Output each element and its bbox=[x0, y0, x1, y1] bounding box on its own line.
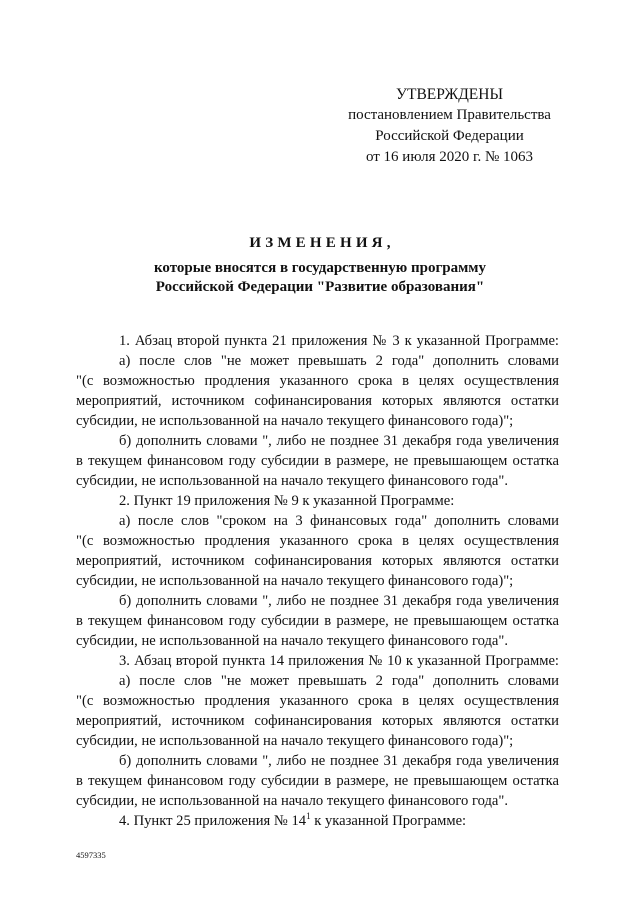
body-line: мероприятий, источником софинансирования которых являются остатки bbox=[76, 713, 559, 729]
body-line: "(с возможностью продления указанного срока в целях осуществления bbox=[76, 373, 559, 389]
approval-line-3: от 16 июля 2020 г. № 1063 bbox=[365, 149, 534, 165]
document-subtitle bbox=[0, 259, 640, 297]
body-line: а) после слов "не может превышать 2 года" дополнить словами bbox=[119, 673, 559, 689]
body-line: б) дополнить словами ", либо не позднее 31 декабря года увеличения bbox=[119, 433, 559, 449]
body-line-last bbox=[76, 811, 559, 831]
body-line: субсидии, не использованной на начало текущего финансового года)"; bbox=[76, 573, 514, 589]
approval-block bbox=[342, 84, 557, 168]
body-line: в текущем финансовом году субсидии в размере, не превышающем остатка bbox=[76, 613, 559, 629]
body-line: "(с возможностью продления указанного срока в целях осуществления bbox=[76, 533, 559, 549]
document-subtitle-line-1: которые вносятся в государственную программу bbox=[153, 260, 487, 276]
document-code: 4597335 bbox=[76, 850, 106, 860]
body-line: мероприятий, источником софинансирования которых являются остатки bbox=[76, 553, 559, 569]
body-line: субсидии, не использованной на начало текущего финансового года". bbox=[76, 793, 508, 809]
body-line: субсидии, не использованной на начало текущего финансового года)"; bbox=[76, 733, 514, 749]
approval-line-1: постановлением Правительства bbox=[348, 107, 551, 123]
body-line: субсидии, не использованной на начало текущего финансового года". bbox=[76, 633, 508, 649]
last-line-text: 4. Пункт 25 приложения № 14 bbox=[119, 813, 307, 829]
body-line: а) после слов "сроком на 3 финансовых года" дополнить словами bbox=[119, 513, 559, 529]
body-line: а) после слов "не может превышать 2 года" дополнить словами bbox=[119, 353, 559, 369]
body-line: субсидии, не использованной на начало текущего финансового года)"; bbox=[76, 413, 514, 429]
body-line: мероприятий, источником софинансирования которых являются остатки bbox=[76, 393, 559, 409]
body-line: б) дополнить словами ", либо не позднее 31 декабря года увеличения bbox=[119, 753, 559, 769]
document-title: ИЗМЕНЕНИЯ, bbox=[249, 235, 395, 251]
body-line: в текущем финансовом году субсидии в размере, не превышающем остатка bbox=[76, 773, 559, 789]
body-line: 2. Пункт 19 приложения № 9 к указанной Программе: bbox=[119, 493, 455, 509]
body-line: в текущем финансовом году субсидии в размере, не превышающем остатка bbox=[76, 453, 559, 469]
superscript-mark: 1 bbox=[306, 811, 311, 821]
document-body bbox=[76, 331, 559, 831]
body-line: субсидии, не использованной на начало текущего финансового года". bbox=[76, 473, 508, 489]
body-line: 1. Абзац второй пункта 21 приложения № 3 к указанной Программе: bbox=[119, 333, 559, 349]
last-line-text-end: к указанной Программе: bbox=[310, 813, 467, 829]
approval-title: УТВЕРЖДЕНЫ bbox=[396, 86, 503, 103]
document-subtitle-line-2: Российской Федерации "Развитие образования" bbox=[155, 279, 485, 295]
body-line: б) дополнить словами ", либо не позднее 31 декабря года увеличения bbox=[119, 593, 559, 609]
body-line: "(с возможностью продления указанного срока в целях осуществления bbox=[76, 693, 559, 709]
body-line: 3. Абзац второй пункта 14 приложения № 10 к указанной Программе: bbox=[119, 653, 559, 669]
approval-line-2: Российской Федерации bbox=[375, 128, 524, 144]
document-heading bbox=[0, 233, 640, 297]
